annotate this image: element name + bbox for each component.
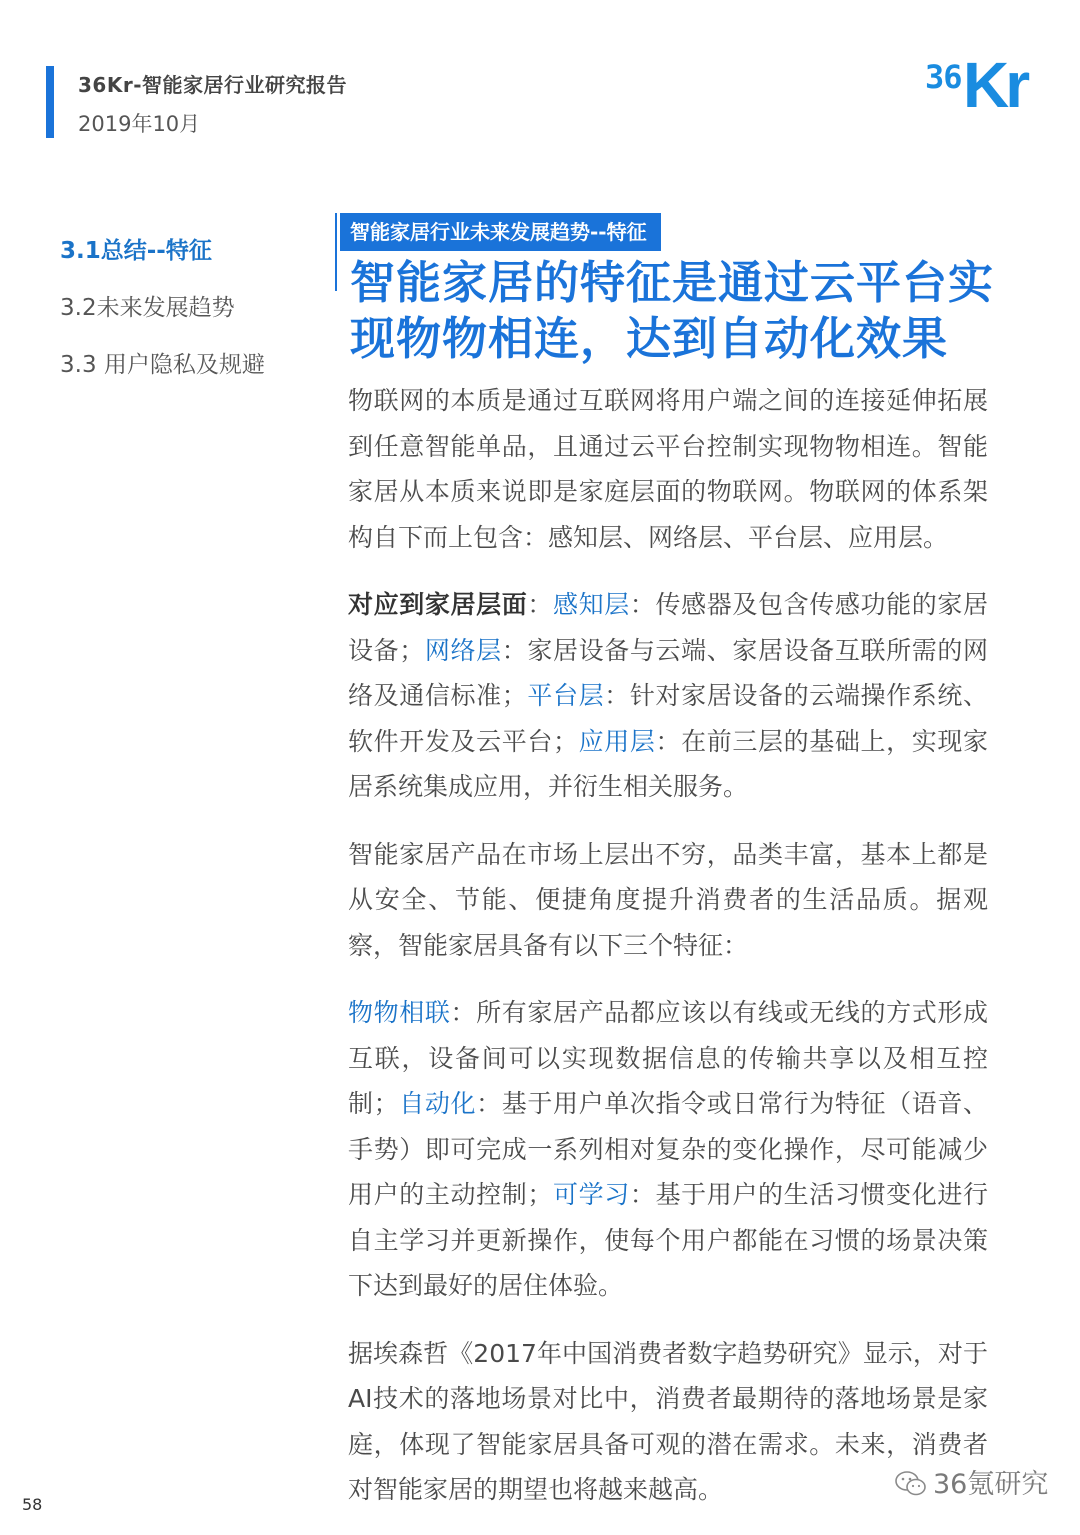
watermark: 36氪研究 — [895, 1462, 1048, 1501]
feature-interconnect: 物物相联 — [348, 998, 451, 1027]
term-perception-layer: 感知层 — [552, 590, 630, 619]
36kr-logo: 36 Kr — [925, 49, 1027, 121]
term-network-layer: 网络层 — [424, 635, 502, 665]
nav-item-3-2[interactable]: 3.2未来发展趋势 — [60, 295, 235, 321]
paragraph-layers: 对应到家居层面：感知层：传感器及包含传感功能的家居设备；网络层：家居设备与云端、家居设备互联所需的网络及通信标准；平台层：针对家居设备的云端操作系统、软件开发及云平台；应用层：在前三层的基础上，实现家居系统集成应用，并衍生相关服务。 — [348, 590, 988, 801]
feature-automation: 自动化 — [398, 1089, 477, 1118]
page-number: 58 — [22, 1495, 43, 1514]
report-title: 36Kr-智能家居行业研究报告 — [78, 73, 347, 97]
layers-lead: 对应到家居层面 — [348, 590, 528, 619]
header-accent-bar — [46, 66, 54, 138]
report-date: 2019年10月 — [78, 112, 201, 136]
article-body — [348, 378, 988, 1535]
paragraph-features: 物物相联：所有家居产品都应该以有线或无线的方式形成互联，设备间可以实现数据信息的传输共享以及相互控制；自动化：基于用户单次指令或日常行为特征（语音、手势）即可完成一系列相对复杂的变化操作，尽可能减少用户的主动控制；可学习：基于用户的生活习惯变化进行自主学习并更新操作，使每个用户都能在习惯的场景决策下达到最好的居住体验。 — [348, 998, 988, 1300]
nav-item-3-3[interactable]: 3.3 用户隐私及规避 — [60, 352, 265, 378]
section-accent-rule — [335, 213, 337, 291]
section-label: 智能家居行业未来发展趋势--特征 — [340, 213, 661, 251]
paragraph-accenture: 据埃森哲《2017年中国消费者数字趋势研究》显示，对于AI技术的落地场景对比中，消费者最期待的落地场景是家庭，体现了智能家居具备可观的潜在需求。未来，消费者对智能家居的期望也将越来越高。 — [348, 1338, 988, 1504]
paragraph-features-intro: 智能家居产品在市场上层出不穷，品类丰富，基本上都是从安全、节能、便捷角度提升消费者的生活品质。据观察，智能家居具备有以下三个特征： — [348, 839, 988, 960]
term-platform-layer: 平台层 — [526, 681, 605, 710]
term-application-layer: 应用层 — [578, 726, 656, 756]
page-headline: 智能家居的特征是通过云平台实现物物相连，达到自动化效果 — [350, 256, 995, 365]
feature-learning: 可学习 — [552, 1180, 630, 1209]
nav-item-3-1[interactable]: 3.1总结--特征 — [60, 238, 212, 264]
section-nav — [60, 236, 265, 407]
wechat-icon — [895, 1471, 927, 1497]
paragraph-iot: 物联网的本质是通过互联网将用户端之间的连接延伸拓展到任意智能单品，且通过云平台控制实现物物相连。智能家居从本质来说即是家庭层面的物联网。物联网的体系架构自下而上包含：感知层、网络层、平台层、应用层。 — [348, 386, 988, 552]
